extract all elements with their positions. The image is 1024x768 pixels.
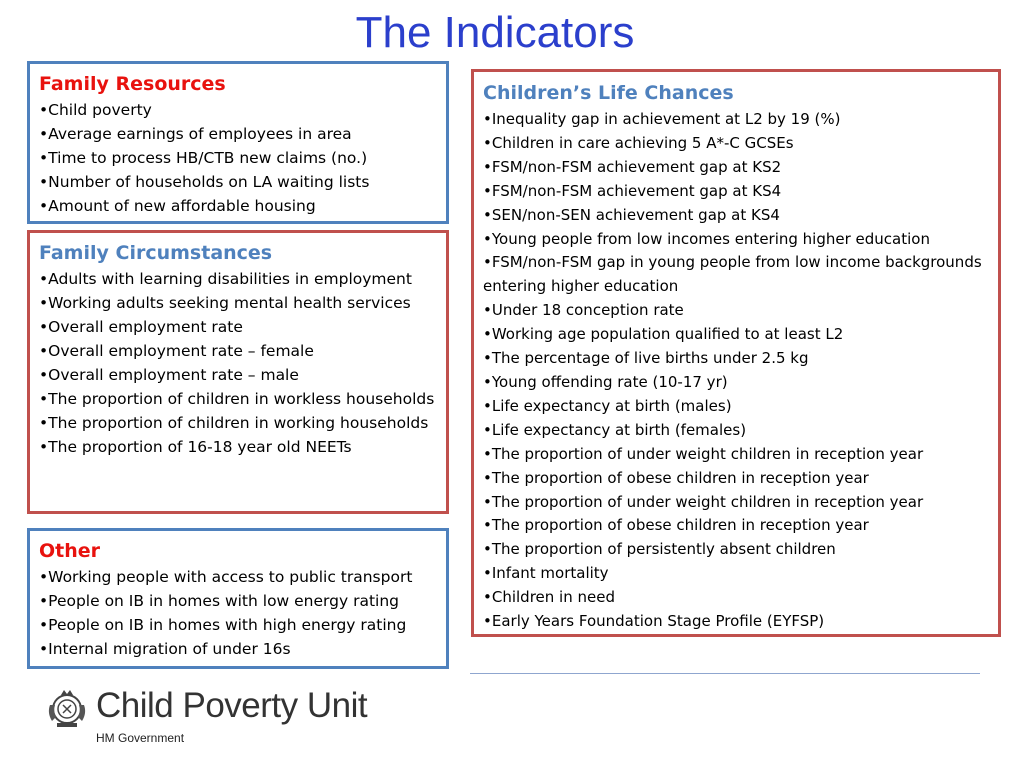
life-chances-box [471, 69, 1001, 637]
list-item: • The proportion of under weight children in reception year [483, 491, 990, 515]
list-item: • Working people with access to public transport [39, 565, 438, 589]
list-item: • Overall employment rate – male [39, 363, 438, 387]
list-item: • The percentage of live births under 2.5 kg [483, 347, 990, 371]
logo-text: Child Poverty Unit [96, 686, 368, 725]
family-resources-list [39, 98, 438, 218]
royal-crest-icon [44, 685, 90, 731]
family-resources-box [27, 61, 449, 224]
list-item: • Young offending rate (10-17 yr) [483, 371, 990, 395]
family-resources-heading: Family Resources [39, 73, 226, 95]
life-chances-list [483, 108, 990, 634]
list-item: • Working adults seeking mental health services [39, 291, 438, 315]
family-circumstances-heading: Family Circumstances [39, 242, 273, 264]
list-item: • The proportion of obese children in reception year [483, 514, 990, 538]
child-poverty-unit-logo [44, 685, 367, 731]
page-title: The Indicators [355, 8, 635, 57]
list-item: • The proportion of 16-18 year old NEETs [39, 435, 438, 459]
other-box [27, 528, 449, 669]
family-circumstances-list [39, 267, 438, 459]
list-item: • FSM/non-FSM gap in young people from low income backgrounds entering higher education [483, 251, 990, 299]
list-item: • Overall employment rate – female [39, 339, 438, 363]
life-chances-heading: Children’s Life Chances [483, 82, 734, 104]
list-item: • Life expectancy at birth (males) [483, 395, 990, 419]
list-item: • Young people from low incomes entering higher education [483, 228, 990, 252]
list-item: • Infant mortality [483, 562, 990, 586]
list-item: • Children in care achieving 5 A*-C GCSEs [483, 132, 990, 156]
list-item: • People on IB in homes with low energy rating [39, 589, 438, 613]
list-item: • Internal migration of under 16s [39, 637, 438, 661]
family-circumstances-box [27, 230, 449, 514]
list-item: • Under 18 conception rate [483, 299, 990, 323]
list-item: • Adults with learning disabilities in employment [39, 267, 438, 291]
list-item: • The proportion of children in workless households [39, 387, 438, 411]
list-item: • Children in need [483, 586, 990, 610]
list-item: • Amount of new affordable housing [39, 194, 438, 218]
list-item: • Time to process HB/CTB new claims (no.) [39, 146, 438, 170]
list-item: • Overall employment rate [39, 315, 438, 339]
list-item: • SEN/non-SEN achievement gap at KS4 [483, 204, 990, 228]
other-list [39, 565, 438, 661]
list-item: • The proportion of under weight children in reception year [483, 443, 990, 467]
footer-divider [470, 673, 980, 674]
list-item: • People on IB in homes with high energy rating [39, 613, 438, 637]
list-item: • The proportion of persistently absent children [483, 538, 990, 562]
list-item: • The proportion of children in working households [39, 411, 438, 435]
list-item: • FSM/non-FSM achievement gap at KS2 [483, 156, 990, 180]
list-item: • Child poverty [39, 98, 438, 122]
list-item: • FSM/non-FSM achievement gap at KS4 [483, 180, 990, 204]
hm-government-text: HM Government [96, 731, 185, 745]
list-item: • Early Years Foundation Stage Profile (EYFSP) [483, 610, 990, 634]
other-heading: Other [39, 540, 101, 562]
list-item: • Life expectancy at birth (females) [483, 419, 990, 443]
list-item: • Inequality gap in achievement at L2 by 19 (%) [483, 108, 990, 132]
list-item: • Number of households on LA waiting lists [39, 170, 438, 194]
list-item: • The proportion of obese children in reception year [483, 467, 990, 491]
list-item: • Working age population qualified to at least L2 [483, 323, 990, 347]
list-item: • Average earnings of employees in area [39, 122, 438, 146]
